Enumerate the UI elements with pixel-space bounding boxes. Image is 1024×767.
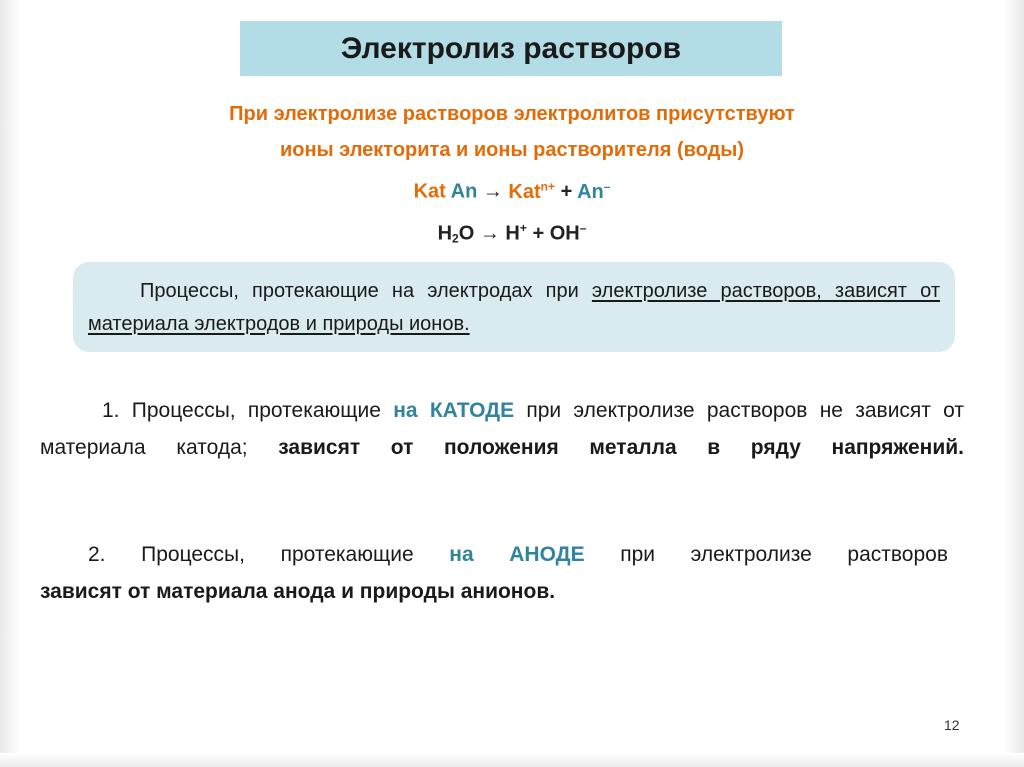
paragraph-cathode-middle: при электролизе растворов не зависят от материала катода; (40, 399, 965, 459)
water-equation (0, 210, 1024, 257)
eq-kat-ion (508, 181, 555, 203)
paragraph-anode-line-1 (40, 536, 948, 573)
title-box (240, 21, 782, 76)
eq-kat: Kat (413, 180, 446, 203)
water-hplus: H (505, 222, 520, 245)
water-sub-2: 2 (452, 231, 459, 246)
water-plus: + (532, 222, 545, 245)
slide-title: Электролиз растворов (340, 31, 682, 65)
intro-line-1: При электролизе растворов электролитов присутствуют (229, 103, 795, 125)
paragraph-anode-start: 2. Процессы, протекающие (88, 543, 450, 566)
info-text-underlined: электролизе растворов, зависят от материала электродов и природы ионов. (88, 280, 940, 335)
water-arrow: → (479, 222, 500, 245)
paragraph-cathode-bold: зависят от положения металла в ряду напряжений. (278, 436, 964, 459)
eq-an-ion-symbol: An (577, 180, 604, 203)
eq-kat-charge: n+ (540, 179, 555, 193)
eq-arrow: → (482, 180, 503, 203)
anode-label: на АНОДЕ (449, 543, 585, 566)
paragraph-anode (40, 536, 964, 610)
info-text-start: Процессы, протекающие на электродах при (140, 280, 592, 302)
water-oh-charge: – (579, 220, 587, 235)
eq-an-charge: – (603, 179, 611, 193)
paragraph-cathode (40, 392, 964, 466)
eq-an-ion (577, 181, 610, 203)
water-o: O (458, 222, 475, 245)
paragraph-anode-bold: зависят от материала анода и природы анионов. (40, 580, 556, 603)
paragraph-cathode-start: 1. Процессы, протекающие (102, 399, 394, 422)
info-box (73, 262, 955, 352)
dissociation-equation (0, 168, 1024, 210)
paragraph-anode-middle: при электролизе растворов (584, 543, 948, 566)
water-oh: OH (549, 222, 580, 245)
intro-line-2: ионы электорита и ионы растворителя (воды) (279, 139, 745, 161)
eq-plus: + (560, 180, 573, 203)
eq-an: An (450, 180, 478, 203)
eq-kat-ion-symbol: Kat (508, 180, 541, 203)
page-number: 12 (944, 717, 960, 733)
intro-block (0, 96, 1024, 256)
water-hplus-charge: + (519, 220, 527, 235)
cathode-label: на КАТОДЕ (393, 399, 515, 422)
info-text (88, 275, 940, 341)
water-h: H (437, 222, 453, 245)
slide-frame-bottom (0, 753, 1024, 767)
